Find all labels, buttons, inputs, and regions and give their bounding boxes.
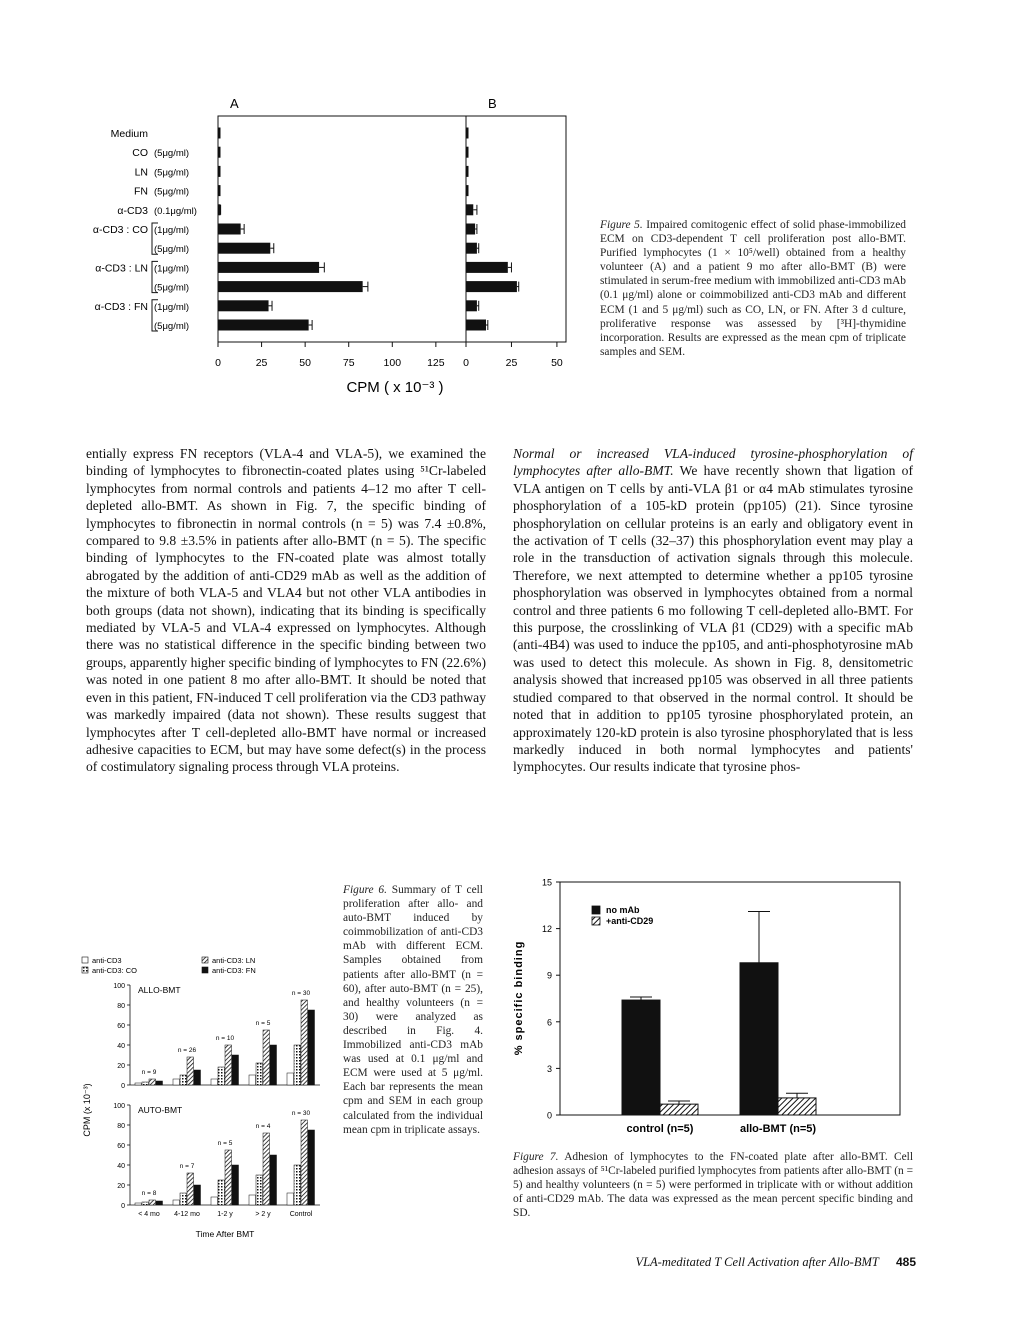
- figure6-category-label: 1-2 y: [217, 1211, 233, 1218]
- figure7-bar: [660, 1104, 698, 1115]
- figure5-panel-b-tick-label: 50: [551, 357, 563, 369]
- figure6-chart: [80, 955, 330, 1245]
- figure6-bar: [301, 1120, 308, 1205]
- running-footer: [560, 1255, 916, 1270]
- running-title: VLA-meditated T Cell Activation after Allo-BMT: [635, 1255, 879, 1269]
- figure6-tick-label: 20: [117, 1183, 125, 1190]
- figure6-n-label: n = 9: [141, 1069, 157, 1076]
- figure5-row-dose: (5μg/ml): [154, 167, 190, 179]
- figure7-legend-swatch: [592, 917, 600, 925]
- figure5-caption-text: Impaired comitogenic effect of solid phase-immobilized ECM on CD3-dependent T cell proliferation post allo-BMT. Purified lymphocytes (1 × 10⁵/well) obtained from a healthy volunteer (A) and a patient 9 mo after allo-BMT (B) were stimulated in serum-free medium with immobilized anti-CD3 mAb (0.1 μg/ml) alone or coimmobilized anti-CD3 mAb and different ECM (1 and 5 μg/ml) such as CO, LN, or FN. After 3 d culture, proliferative response was assessed by [³H]-thymidine incorporation. Results are expressed as the mean cpm of triplicate samples and SEM.: [600, 219, 906, 358]
- figure6-n-label: n = 30: [291, 1110, 311, 1117]
- figure5-row-label: LN: [134, 166, 148, 179]
- page-number: 485: [895, 1255, 916, 1269]
- figure7-caption-label: Figure 7.: [513, 1151, 559, 1163]
- figure5-panel-b-bar: [466, 224, 475, 235]
- figure5-panel-b-bar: [466, 243, 477, 254]
- figure6-bar: [256, 1063, 263, 1085]
- figure5-panel-a-bar: [218, 320, 309, 331]
- figure6-n-label: n = 7: [179, 1163, 195, 1170]
- figure5-panel-a-tick-label: 0: [215, 357, 221, 369]
- figure6-bar: [173, 1079, 180, 1085]
- figure6-bar: [263, 1030, 270, 1085]
- figure7-legend-label: no mAb: [606, 905, 640, 915]
- figure6-tick-label: 20: [117, 1063, 125, 1070]
- figure7-tick-label: 9: [546, 970, 552, 981]
- figure6-bar: [225, 1045, 232, 1085]
- figure5-panel-a-tick-label: 75: [342, 357, 355, 369]
- figure5-panel-label-a: A: [230, 96, 239, 111]
- figure7-chart: [500, 870, 920, 1145]
- figure6-bar: [135, 1083, 142, 1085]
- figure5-panel-b-bar: [466, 281, 517, 292]
- figure5-panel-b-bar: [466, 262, 508, 273]
- figure6-panel-title: AUTO-BMT: [138, 1105, 183, 1115]
- figure5-panel-a-tick-label: 50: [299, 357, 311, 369]
- figure6-legend-label: anti-CD3: CO: [92, 966, 138, 975]
- figure7-bar: [778, 1098, 816, 1115]
- figure6-tick-label: 80: [117, 1003, 125, 1010]
- figure7-tick-label: 6: [546, 1017, 552, 1028]
- figure6-bar: [308, 1010, 315, 1085]
- figure5-panel-b-bar: [466, 204, 473, 215]
- figure6-bar: [173, 1200, 180, 1205]
- figure6-tick-label: 80: [117, 1123, 125, 1130]
- figure5-row-dose: (1μg/ml): [154, 263, 190, 275]
- figure5-panel-a-bar: [218, 262, 319, 273]
- figure6-legend-label: anti-CD3: [92, 956, 122, 965]
- figure6-bar: [180, 1193, 187, 1205]
- figure6-bar: [135, 1203, 142, 1205]
- figure7-category-label: control (n=5): [626, 1123, 694, 1135]
- figure7-tick-label: 0: [546, 1110, 552, 1121]
- figure6-tick-label: 100: [113, 1103, 125, 1110]
- figure6-n-label: n = 26: [177, 1047, 197, 1054]
- figure6-bar: [156, 1201, 163, 1205]
- column-left: [86, 445, 486, 776]
- figure6-bar: [142, 1082, 149, 1085]
- figure5-panel-a-tick-label: 100: [383, 357, 402, 369]
- figure6-legend-swatch: [202, 967, 208, 973]
- figure5-panel-b-tick-label: 0: [463, 357, 469, 369]
- figure5-chart: [92, 90, 580, 420]
- figure6-bar: [156, 1081, 163, 1085]
- figure6-n-label: n = 5: [217, 1140, 233, 1147]
- column-right-text: We have recently shown that ligation of VLA antigen on T cells by anti-VLA β1 or α4 mAb stimulates tyrosine phosphorylation of a 105-kD protein (pp105) (21). Since tyrosine phosphorylation on cellular proteins is an early and obligatory event in the activation of T cells (32–37) this phosphorylation event may play a role in the transduction of activation signals through this molecule. Therefore, we next attempted to determine whether a pp105 tyrosine phosphorylation was observed in lymphocytes obtained from a normal control and three patients 6 mo following T cell-depleted allo-BMT. For this purpose, the crosslinking of VLA β1 (CD29) with a specific mAb (anti-4B4) was used to induce the pp105, and anti-phosphotyrosine mAb was used to detect this molecule. As shown in Fig. 8, densitometric analysis showed that increased pp105 was observed in all three patients studied compared to that observed in the normal control. It should be noted that in addition to pp105 tyrosine phosphorylated protein, an approximately 120-kD protein is also tyrosine phosphorylated that is less markedly induced in both normal lymphocytes and patients' lymphocytes. Our results indicate that tyrosine phos-: [513, 463, 913, 775]
- figure6-tick-label: 0: [121, 1203, 125, 1210]
- figure6-bar: [187, 1173, 194, 1205]
- figure6-caption: [343, 883, 483, 1137]
- figure6-bar: [142, 1202, 149, 1205]
- figure7-y-axis-label: % specific binding: [513, 940, 525, 1056]
- figure7-tick-label: 12: [541, 924, 552, 935]
- figure6-x-axis-label: Time After BMT: [195, 1229, 255, 1239]
- figure6-category-label: < 4 mo: [138, 1211, 160, 1218]
- figure6-bar: [232, 1055, 239, 1085]
- figure6-bar: [187, 1057, 194, 1085]
- figure6-tick-label: 60: [117, 1143, 125, 1150]
- figure7-legend-swatch: [592, 906, 600, 914]
- figure6-bar: [249, 1075, 256, 1085]
- column-left-text: entially express FN receptors (VLA-4 and VLA-5), we examined the binding of lymphocytes to fibronectin-coated plates using ⁵¹Cr-labeled lymphocytes from normal controls and patients 4–12 mo after T cell-depleted allo-BMT. As shown in Fig. 7, the specific binding of lymphocytes to fibronectin in normal controls (n = 5) was 7.4 ±0.8%, compared to 9.8 ±3.5% in patients after allo-BMT (n = 5). The specific binding of lymphocytes to the FN-coated plate was almost totally abrogated by the addition of anti-CD29 mAb as well as the addition of the mixture of both VLA-5 and VLA4 but not other VLA antibodies in both groups (data not shown), indicating that its binding is specifically mediated by VLA-5 and VLA-4 expressed on lymphocytes. Although there was no statistical difference in the specific binding between two groups, apparently higher specific binding of lymphocytes to FN (22.6%) was noted in one patient 8 mo after allo-BMT. It should be noted that even in this patient, FN-induced T cell proliferation via the CD3 pathway was markedly impaired (data not shown). These results suggest that lymphocytes after T cell-depleted allo-BMT have normal or increased adhesive capacities to ECM, but may have some defect(s) in the process of costimulatory signaling process through VLA proteins.: [86, 446, 486, 775]
- figure6-bar: [287, 1073, 294, 1085]
- figure5-panel-a-bar: [218, 224, 241, 235]
- figure6-tick-label: 60: [117, 1023, 125, 1030]
- figure6-bar: [194, 1070, 201, 1085]
- figure6-tick-label: 40: [117, 1043, 125, 1050]
- figure5-row-dose: (5μg/ml): [154, 244, 190, 256]
- figure5-row-label: α-CD3 : CO: [92, 224, 148, 236]
- figure5-caption-label: Figure 5.: [600, 219, 643, 231]
- figure6-bar: [232, 1165, 239, 1205]
- figure6-legend-label: anti-CD3: LN: [212, 956, 256, 965]
- figure6-bar: [194, 1185, 201, 1205]
- figure5-panel-a-tick-label: 25: [255, 357, 268, 369]
- figure7-tick-label: 3: [546, 1063, 552, 1074]
- figure6-caption-label: Figure 6.: [343, 884, 387, 896]
- figure6-bar: [263, 1133, 270, 1205]
- figure6-bar: [294, 1165, 301, 1205]
- figure6-legend-swatch: [82, 967, 88, 973]
- figure6-bar: [180, 1075, 187, 1085]
- figure5-panel-b-bar: [466, 300, 477, 311]
- figure7-legend-label: +anti-CD29: [606, 916, 654, 926]
- figure6-bar: [249, 1195, 256, 1205]
- figure6-n-label: n = 8: [141, 1190, 157, 1197]
- figure7-bar: [740, 963, 778, 1115]
- figure5-row-dose: (5μg/ml): [154, 148, 190, 160]
- figure7-caption-text: Adhesion of lymphocytes to the FN-coated plate after allo-BMT. Cell adhesion assays of ⁵¹Cr-labeled purified lymphocytes from patients after allo-BMT (n = 5) and healthy volunteers (n = 5) were performed in triplicate with or without addition of anti-CD29 mAb. The data was expressed as the mean percent specific binding and SD.: [513, 1151, 913, 1220]
- figure5-panel-a-bar: [218, 300, 269, 311]
- figure5-row-label: α-CD3: [117, 204, 148, 217]
- figure7-tick-label: 15: [541, 877, 552, 888]
- figure6-bar: [270, 1155, 277, 1205]
- figure6-n-label: n = 5: [255, 1020, 271, 1027]
- figure5-row-label: CO: [132, 147, 148, 160]
- figure5-row-label: Medium: [110, 128, 148, 140]
- figure6-bar: [308, 1130, 315, 1205]
- figure6-tick-label: 40: [117, 1163, 125, 1170]
- figure6-legend-label: anti-CD3: FN: [212, 966, 256, 975]
- figure6-bar: [256, 1175, 263, 1205]
- figure5-row-label: α-CD3 : FN: [94, 300, 148, 313]
- figure6-bar: [149, 1079, 156, 1085]
- figure6-bar: [301, 1000, 308, 1085]
- figure6-category-label: > 2 y: [255, 1211, 271, 1218]
- figure6-bar: [225, 1150, 232, 1205]
- figure6-panel-title: ALLO-BMT: [138, 985, 181, 995]
- figure5-panel-a-bar: [218, 243, 270, 254]
- figure5-panel-a-tick-label: 125: [427, 357, 445, 369]
- figure5-panel-label-b: B: [488, 96, 497, 111]
- figure5-row-dose: (1μg/ml): [154, 225, 190, 236]
- figure6-caption-text: Summary of T cell proliferation after allo- and auto-BMT induced by coimmobilization of anti-CD3 mAb with different ECM. Samples obtained from patients after allo-BMT (n = 60), after auto-BMT (n = 25), and healthy volunteers (n = 30) were analyzed as described in Fig. 4. Immobilized anti-CD3 mAb was used at 0.1 μg/ml and ECM were used at 5 μg/ml. Each bar represents the mean cpm and SEM in each group calculated from the individual mean cpm in triplicate assays.: [343, 884, 483, 1136]
- column-right: [513, 445, 913, 776]
- figure6-bar: [211, 1079, 218, 1085]
- figure6-bar: [218, 1067, 225, 1085]
- figure6-category-label: Control: [289, 1211, 313, 1218]
- figure6-n-label: n = 4: [255, 1123, 271, 1130]
- figure6-bar: [294, 1045, 301, 1085]
- figure5-row-dose: (5μg/ml): [154, 186, 190, 198]
- figure6-n-label: n = 30: [291, 990, 311, 997]
- figure5-panel-b-bar: [466, 320, 486, 331]
- figure6-bar: [149, 1200, 156, 1205]
- figure5-x-axis-label: CPM ( x 10⁻³ ): [346, 379, 444, 396]
- figure5-panel-a-bar: [218, 281, 363, 292]
- figure6-tick-label: 0: [121, 1083, 125, 1090]
- figure7-caption: [513, 1150, 913, 1220]
- figure6-tick-label: 100: [113, 983, 125, 990]
- figure7-category-label: allo-BMT (n=5): [739, 1123, 817, 1135]
- figure6-legend-swatch: [82, 957, 88, 963]
- figure6-bar: [270, 1045, 277, 1085]
- section-heading: Normal or increased VLA-induced tyrosine-phosphorylation of lymphocytes after allo-BMT.: [513, 446, 913, 479]
- figure6-legend-swatch: [202, 957, 208, 963]
- figure5-frame: [218, 116, 566, 342]
- figure5-row-dose: (5μg/ml): [154, 321, 190, 332]
- figure6-bar: [211, 1197, 218, 1205]
- figure5-row-dose: (0.1μg/ml): [154, 205, 197, 217]
- figure6-bar: [218, 1180, 225, 1205]
- figure6-n-label: n = 10: [215, 1035, 235, 1042]
- figure6-category-label: 4-12 mo: [174, 1211, 200, 1218]
- figure5-row-dose: (5μg/ml): [154, 282, 190, 294]
- figure5-row-label: FN: [134, 185, 148, 198]
- figure6-bar: [287, 1193, 294, 1205]
- figure5-row-dose: (1μg/ml): [154, 301, 190, 313]
- figure5-caption: [600, 218, 906, 359]
- figure6-y-axis-label: CPM (x 10⁻³): [82, 1083, 92, 1137]
- figure7-bar: [622, 1000, 660, 1115]
- figure5-row-label: α-CD3 : LN: [95, 262, 148, 275]
- figure5-panel-b-tick-label: 25: [505, 357, 518, 369]
